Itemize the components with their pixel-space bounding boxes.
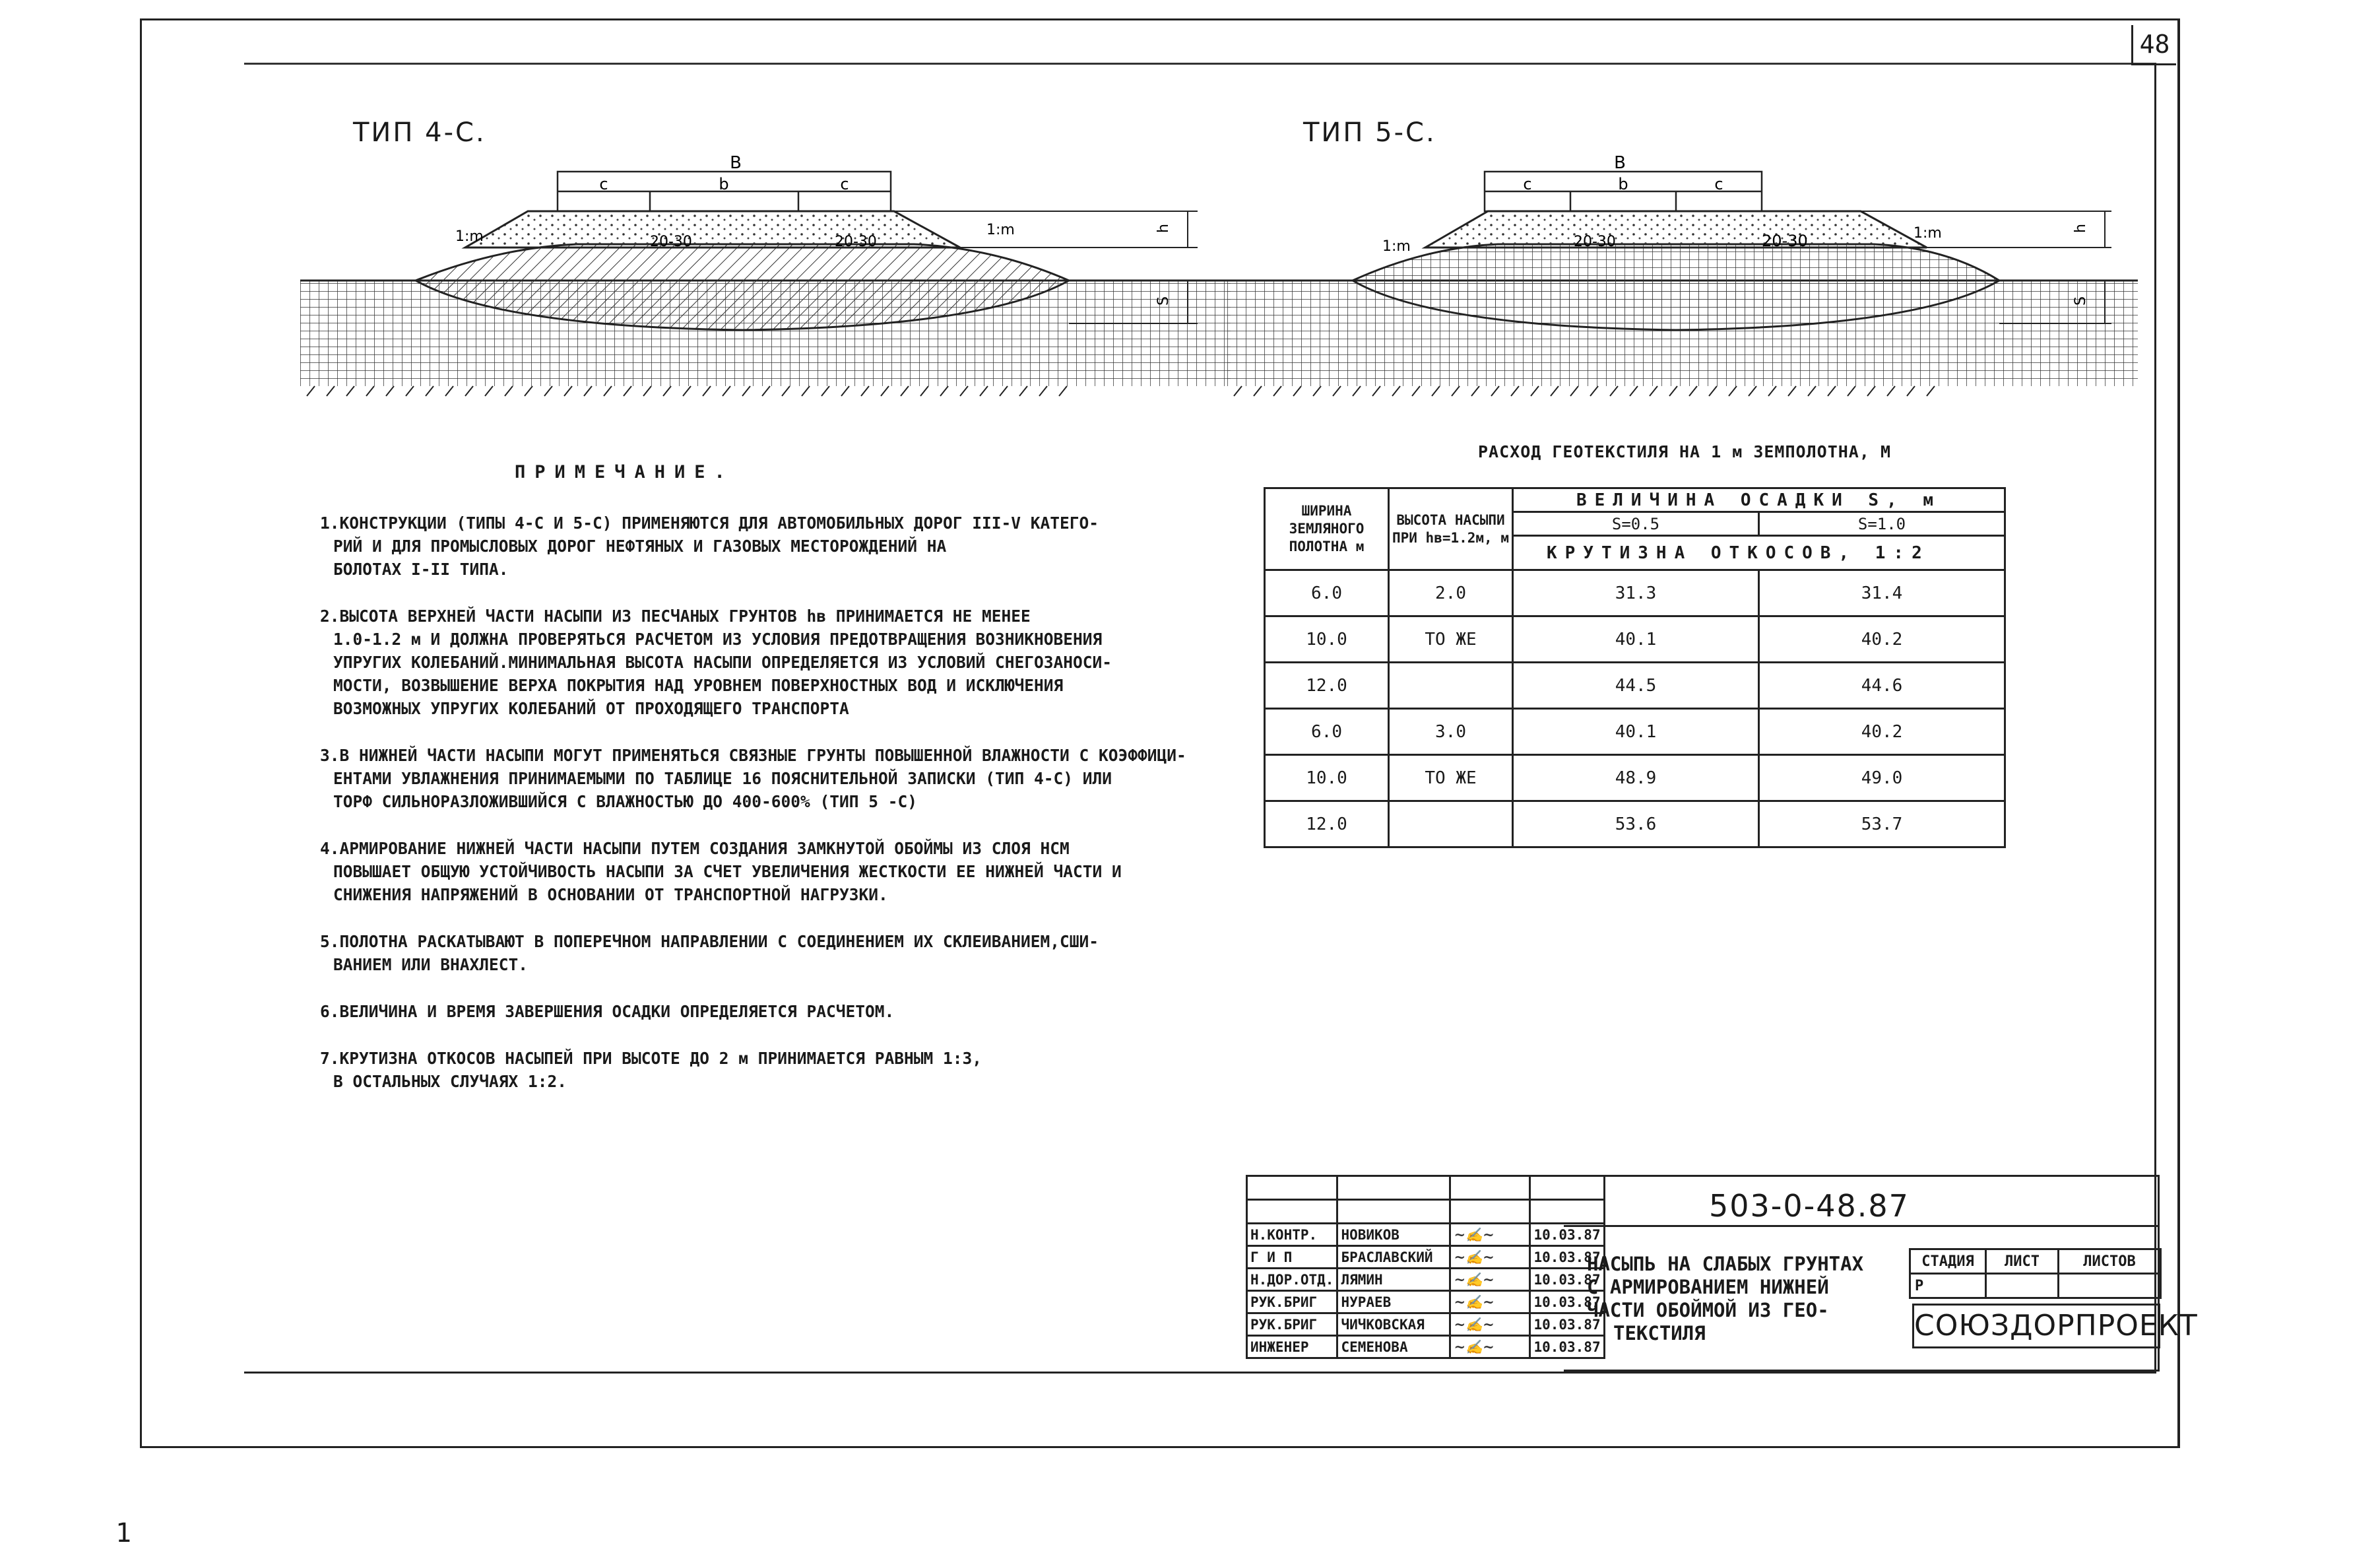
note-line: ВАНИЕМ ИЛИ ВНАХЛЕСТ. [333, 955, 529, 974]
right-slope-right: 1:m [1914, 225, 1942, 242]
table-caption: РАСХОД ГЕОТЕКСТИЛЯ НА 1 м ЗЕМПОЛОТНА, М [1478, 442, 1891, 461]
signature-icon: ~✍~ [1450, 1246, 1530, 1269]
note-item [320, 837, 1244, 906]
cell: 31.3 [1513, 570, 1759, 616]
right-c1-label: c [1523, 175, 1532, 193]
note-line: ВОЗМОЖНЫХ УПРУГИХ КОЛЕБАНИЙ ОТ ПРОХОДЯЩЕГО ТРАНСПОРТА [333, 699, 849, 718]
document-code: 503-0-48.87 [1709, 1188, 1910, 1224]
sheet-label: ЛИСТ [1986, 1249, 2059, 1274]
cell: 10.0 [1265, 755, 1389, 801]
signature-row [1247, 1269, 1605, 1291]
col-header-width: ШИРИНА ЗЕМЛЯНОГО ПОЛОТНА м [1265, 488, 1389, 570]
note-line: 3.В НИЖНЕЙ ЧАСТИ НАСЫПИ МОГУТ ПРИМЕНЯТЬСЯ СВЯЗНЫЕ ГРУНТЫ ПОВЫШЕННОЙ ВЛАЖНОСТИ С КОЭФФИЦИ- [320, 746, 1186, 765]
right-s-label: S [2073, 296, 2089, 306]
date: 10.03.87 [1530, 1313, 1604, 1336]
cell: 48.9 [1513, 755, 1759, 801]
cell: 53.6 [1513, 801, 1759, 847]
note-line: 1.КОНСТРУКЦИИ (ТИПЫ 4-С И 5-С) ПРИМЕНЯЮТСЯ ДЛЯ АВТОМОБИЛЬНЫХ ДОРОГ III-V КАТЕГО- [320, 513, 1099, 533]
note-line: 2.ВЫСОТА ВЕРХНЕЙ ЧАСТИ НАСЫПИ ИЗ ПЕСЧАНЫХ ГРУНТОВ hв ПРИНИМАЕТСЯ НЕ МЕНЕЕ [320, 607, 1031, 626]
cell: 40.1 [1513, 709, 1759, 755]
right-c2-label: c [1714, 175, 1723, 193]
note-item [320, 930, 1244, 976]
right-h-label: h [2073, 224, 2089, 233]
organization: СОЮЗДОРПРОЕКТ [1912, 1304, 2160, 1348]
date: 10.03.87 [1530, 1269, 1604, 1291]
note-line: ПОВЫШАЕТ ОБЩУЮ УСТОЙЧИВОСТЬ НАСЫПИ ЗА СЧЕТ УВЕЛИЧЕНИЯ ЖЕСТКОСТИ ЕЕ НИЖНЕЙ ЧАСТИ И [333, 862, 1122, 881]
cell: 31.4 [1759, 570, 2005, 616]
note-line: 7.КРУТИЗНА ОТКОСОВ НАСЫПЕЙ ПРИ ВЫСОТЕ ДО 2 м ПРИНИМАЕТСЯ РАВНЫМ 1:3, [320, 1049, 982, 1068]
col-header-height: ВЫСОТА НАСЫПИ ПРИ hв=1.2м, м [1389, 488, 1513, 570]
role: Н.ДОР.ОТД. [1247, 1269, 1337, 1291]
person: ЛЯМИН [1337, 1269, 1450, 1291]
table-row [1265, 616, 2005, 663]
note-line: ЕНТАМИ УВЛАЖНЕНИЯ ПРИНИМАЕМЫМИ ПО ТАБЛИЦЕ 16 ПОЯСНИТЕЛЬНОЙ ЗАПИСКИ (ТИП 4-С) ИЛИ [333, 769, 1112, 788]
note-item [320, 1000, 1244, 1023]
note-line: 1.0-1.2 м И ДОЛЖНА ПРОВЕРЯТЬСЯ РАСЧЕТОМ ИЗ УСЛОВИЯ ПРЕДОТВРАЩЕНИЯ ВОЗНИКНОВЕНИЯ [333, 630, 1103, 649]
stage-table [1909, 1248, 2162, 1299]
note-item [320, 744, 1244, 813]
person: ЧИЧКОВСКАЯ [1337, 1313, 1450, 1336]
cell: 2.0 [1389, 570, 1513, 616]
note-line: МОСТИ, ВОЗВЫШЕНИЕ ВЕРХА ПОКРЫТИЯ НАД УРОВНЕМ ПОВЕРХНОСТНЫХ ВОД И ИСКЛЮЧЕНИЯ [333, 676, 1064, 695]
group-header: ВЕЛИЧИНА ОСАДКИ S, м [1513, 488, 2005, 512]
table-row [1265, 663, 2005, 709]
page-number: 48 [2131, 25, 2176, 65]
left-c1-label: c [599, 175, 608, 193]
cell: ТО ЖЕ [1389, 616, 1513, 663]
notes-list [320, 512, 1244, 1117]
signature-row [1247, 1336, 1605, 1358]
cell: 44.5 [1513, 663, 1759, 709]
cell: ТО ЖЕ [1389, 755, 1513, 801]
left-slope-left: 1:m [455, 228, 484, 245]
signature-icon: ~✍~ [1450, 1313, 1530, 1336]
signature-row [1247, 1291, 1605, 1313]
cell: 3.0 [1389, 709, 1513, 755]
note-item [320, 1047, 1244, 1093]
role: Г И П [1247, 1246, 1337, 1269]
note-line: В ОСТАЛЬНЫХ СЛУЧАЯХ 1:2. [333, 1072, 567, 1091]
cell: 12.0 [1265, 801, 1389, 847]
signature-icon: ~✍~ [1450, 1336, 1530, 1358]
sheets-label: ЛИСТОВ [2059, 1249, 2161, 1274]
person: БРАСЛАВСКИЙ [1337, 1246, 1450, 1269]
note-line: РИЙ И ДЛЯ ПРОМЫСЛОВЫХ ДОРОГ НЕФТЯНЫХ И ГАЗОВЫХ МЕСТОРОЖДЕНИЙ НА [333, 537, 947, 556]
signature-icon: ~✍~ [1450, 1269, 1530, 1291]
right-geotextile-left: 20-30 [1574, 234, 1616, 250]
document-title [1587, 1253, 1897, 1345]
left-B-label: B [730, 153, 742, 173]
right-B-label: B [1614, 153, 1626, 173]
cell: 53.7 [1759, 801, 2005, 847]
s2-header: S=1.0 [1759, 512, 2005, 536]
signature-row [1247, 1224, 1605, 1246]
cell: 49.0 [1759, 755, 2005, 801]
right-slope-left: 1:m [1382, 238, 1411, 255]
signature-row [1247, 1313, 1605, 1336]
notes-title: ПРИМЕЧАНИЕ. [515, 462, 734, 482]
role: РУК.БРИГ [1247, 1291, 1337, 1313]
note-line: 4.АРМИРОВАНИЕ НИЖНЕЙ ЧАСТИ НАСЫПИ ПУТЕМ СОЗДАНИЯ ЗАМКНУТОЙ ОБОЙМЫ ИЗ СЛОЯ НСМ [320, 839, 1070, 858]
cell: 40.1 [1513, 616, 1759, 663]
note-item [320, 605, 1244, 720]
role: РУК.БРИГ [1247, 1313, 1337, 1336]
cell: 10.0 [1265, 616, 1389, 663]
right-b-label: b [1618, 175, 1628, 193]
left-b-label: b [719, 175, 729, 193]
signature-icon: ~✍~ [1450, 1291, 1530, 1313]
cell [1389, 663, 1513, 709]
date: 10.03.87 [1530, 1246, 1604, 1269]
signature-row [1247, 1246, 1605, 1269]
note-line: 5.ПОЛОТНА РАСКАТЫВАЮТ В ПОПЕРЕЧНОМ НАПРАВЛЕНИИ С СОЕДИНЕНИЕМ ИХ СКЛЕИВАНИЕМ,СШИ- [320, 932, 1099, 951]
note-item [320, 512, 1244, 581]
left-slope-right: 1:m [986, 222, 1015, 238]
figure-left-label: ТИП 4-С. [353, 117, 486, 148]
stage-label: СТАДИЯ [1910, 1249, 1986, 1274]
table-row [1265, 570, 2005, 616]
left-s-label: S [1155, 296, 1172, 306]
role: ИНЖЕНЕР [1247, 1336, 1337, 1358]
s1-header: S=0.5 [1513, 512, 1759, 536]
title-line: С АРМИРОВАНИЕМ НИЖНЕЙ [1587, 1276, 1829, 1298]
title-line: ЧАСТИ ОБОЙМОЙ ИЗ ГЕО- [1587, 1299, 1829, 1321]
cell: 6.0 [1265, 709, 1389, 755]
person: НУРАЕВ [1337, 1291, 1450, 1313]
title-line: ТЕКСТИЛЯ [1613, 1322, 1706, 1344]
left-geotextile-left: 20-30 [650, 234, 692, 250]
margin-mark: 1 [115, 1518, 132, 1548]
note-line: 6.ВЕЛИЧИНА И ВРЕМЯ ЗАВЕРШЕНИЯ ОСАДКИ ОПРЕДЕЛЯЕТСЯ РАСЧЕТОМ. [320, 1002, 895, 1021]
figure-left-cross-section [300, 149, 1231, 399]
note-line: СНИЖЕНИЯ НАПРЯЖЕНИЙ В ОСНОВАНИИ ОТ ТРАНСПОРТНОЙ НАГРУЗКИ. [333, 885, 888, 904]
stage-value: Р [1910, 1274, 1986, 1298]
left-c2-label: c [840, 175, 849, 193]
note-line: ТОРФ СИЛЬНОРАЗЛОЖИВШИЙСЯ С ВЛАЖНОСТЬЮ ДО 400-600% (ТИП 5 -С) [333, 792, 918, 811]
table-row [1265, 801, 2005, 847]
cell: 40.2 [1759, 616, 2005, 663]
note-line: УПРУГИХ КОЛЕБАНИЙ.МИНИМАЛЬНАЯ ВЫСОТА НАСЫПИ ОПРЕДЕЛЯЕТСЯ ИЗ УСЛОВИЙ СНЕГОЗАНОСИ- [333, 653, 1112, 672]
table-row [1265, 709, 2005, 755]
role: Н.КОНТР. [1247, 1224, 1337, 1246]
note-line: БОЛОТАХ I-II ТИПА. [333, 560, 509, 579]
table-row [1265, 755, 2005, 801]
person: СЕМЕНОВА [1337, 1336, 1450, 1358]
signature-icon: ~✍~ [1450, 1224, 1530, 1246]
slope-header: КРУТИЗНА ОТКОСОВ, 1:2 [1513, 536, 2005, 570]
right-geotextile-right: 20-30 [1762, 232, 1808, 250]
left-geotextile-right: 20-30 [835, 234, 877, 250]
geotextile-table [1264, 487, 2006, 848]
signature-table [1246, 1175, 1605, 1359]
date: 10.03.87 [1530, 1291, 1604, 1313]
person: НОВИКОВ [1337, 1224, 1450, 1246]
cell [1389, 801, 1513, 847]
left-h-label: h [1155, 224, 1172, 233]
date: 10.03.87 [1530, 1336, 1604, 1358]
cell: 40.2 [1759, 709, 2005, 755]
figure-right-cross-section [1227, 149, 2138, 399]
figure-right-label: ТИП 5-С. [1303, 117, 1436, 148]
cell: 44.6 [1759, 663, 2005, 709]
cell: 12.0 [1265, 663, 1389, 709]
date: 10.03.87 [1530, 1224, 1604, 1246]
title-line: НАСЫПЬ НА СЛАБЫХ ГРУНТАХ [1587, 1253, 1864, 1275]
cell: 6.0 [1265, 570, 1389, 616]
